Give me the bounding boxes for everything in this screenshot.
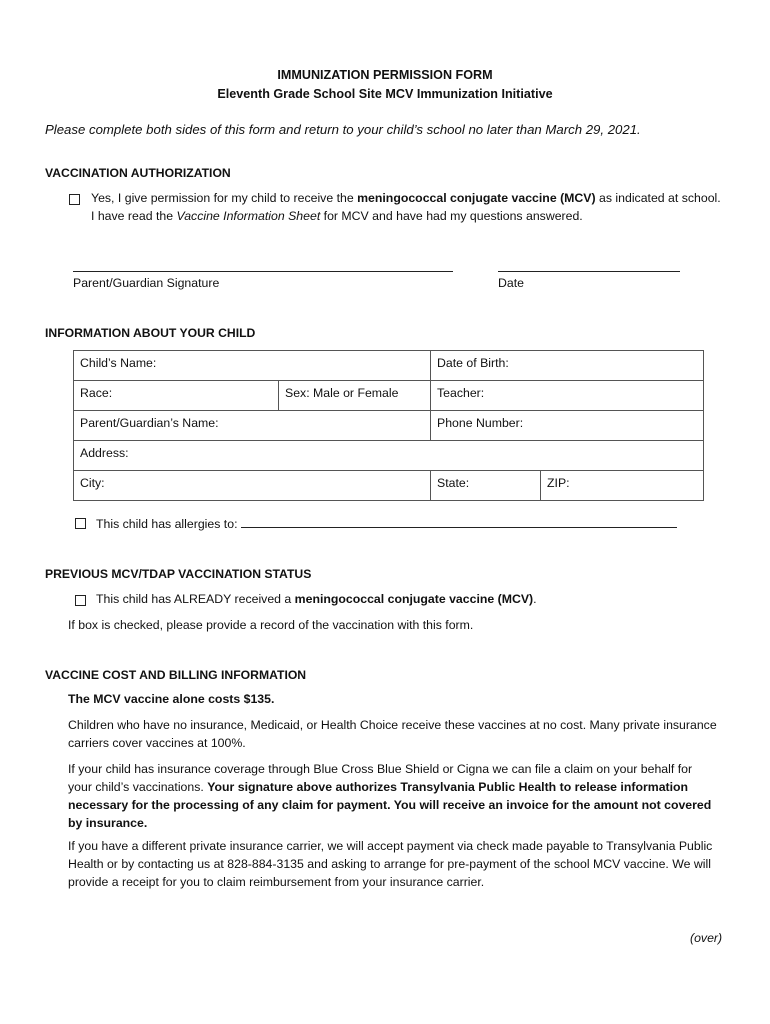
vis-text-post: for MCV and have had my questions answered. — [320, 209, 583, 223]
cost-paragraph-other-carrier: If you have a different private insurance carrier, we will accept payment via check made payable to Transylvania Public Health or by contacting us at 828-884-3135 and asking to arrange for pre-payment of the school MCV vaccine. We will provide a receipt for you to claim reimbursement from your insurance carrier. — [68, 839, 713, 889]
previous-mcv-checkbox[interactable] — [75, 595, 86, 606]
allergies-input-line[interactable] — [241, 515, 677, 528]
previous-record-note: If box is checked, please provide a record of the vaccination with this form. — [68, 618, 474, 632]
childs-name-field[interactable]: Child’s Name: — [74, 351, 431, 381]
allergies-row — [96, 515, 677, 531]
child-info-heading: INFORMATION ABOUT YOUR CHILD — [45, 326, 256, 340]
race-field[interactable]: Race: — [74, 381, 279, 411]
phone-field[interactable]: Phone Number: — [431, 411, 704, 441]
address-field[interactable]: Address: — [74, 441, 704, 471]
date-label: Date — [498, 276, 524, 290]
cost-paragraph-insurance — [68, 760, 718, 832]
vis-text-pre: I have read the — [91, 209, 177, 223]
intro-instructions: Please complete both sides of this form and return to your child’s school no later than March 29, 2021. — [45, 122, 641, 137]
previous-mcv-text — [96, 592, 537, 606]
form-title: IMMUNIZATION PERMISSION FORM — [277, 68, 493, 82]
cost-paragraph-coverage: Children who have no insurance, Medicaid, or Health Choice receive these vaccines at no cost. Many private insurance carriers cover vaccines at 100%. — [68, 718, 717, 750]
previous-vaccine-name: meningococcal conjugate vaccine (MCV) — [294, 592, 534, 606]
authorization-heading: VACCINATION AUTHORIZATION — [45, 166, 231, 180]
consent-vaccine-name: meningococcal conjugate vaccine (MCV) — [357, 191, 596, 205]
vis-statement — [91, 209, 583, 223]
consent-text — [91, 191, 721, 205]
over-indicator: (over) — [690, 931, 723, 945]
teacher-field[interactable]: Teacher: — [431, 381, 704, 411]
date-line[interactable] — [498, 271, 680, 272]
city-field[interactable]: City: — [74, 471, 431, 501]
consent-text-pre: Yes, I give permission for my child to receive the — [91, 191, 358, 205]
form-subtitle: Eleventh Grade School Site MCV Immunization Initiative — [217, 87, 553, 101]
insurance-text-plain: If your child has insurance coverage through Blue Cross Blue Shield or Cigna we can file a claim on your behalf for your child’s vaccinations. — [68, 762, 693, 794]
allergies-checkbox[interactable] — [75, 518, 86, 529]
allergies-label: This child has allergies to: — [96, 517, 238, 531]
previous-text-pre: This child has ALREADY received a — [96, 592, 295, 606]
zip-field[interactable]: ZIP: — [541, 471, 704, 501]
consent-text-post: as indicated at school. — [595, 191, 721, 205]
insurance-authorization-text: Your signature above authorizes Transylvania Public Health to release information necessary for the processing of any claim for payment. You will receive an invoice for the amount not covered by insurance. — [68, 780, 712, 830]
consent-checkbox[interactable] — [69, 194, 80, 205]
state-field[interactable]: State: — [431, 471, 541, 501]
signature-label: Parent/Guardian Signature — [73, 276, 220, 290]
sex-field[interactable]: Sex: Male or Female — [279, 381, 431, 411]
previous-text-post: . — [533, 592, 537, 606]
child-info-table — [73, 350, 704, 501]
dob-field[interactable]: Date of Birth: — [431, 351, 704, 381]
previous-status-heading: PREVIOUS MCV/TDAP VACCINATION STATUS — [45, 567, 312, 581]
signature-line[interactable] — [73, 271, 453, 272]
cost-heading: VACCINE COST AND BILLING INFORMATION — [45, 668, 307, 682]
vis-document-name: Vaccine Information Sheet — [176, 209, 321, 223]
vaccine-price: The MCV vaccine alone costs $135. — [68, 692, 275, 706]
guardian-name-field[interactable]: Parent/Guardian’s Name: — [74, 411, 431, 441]
